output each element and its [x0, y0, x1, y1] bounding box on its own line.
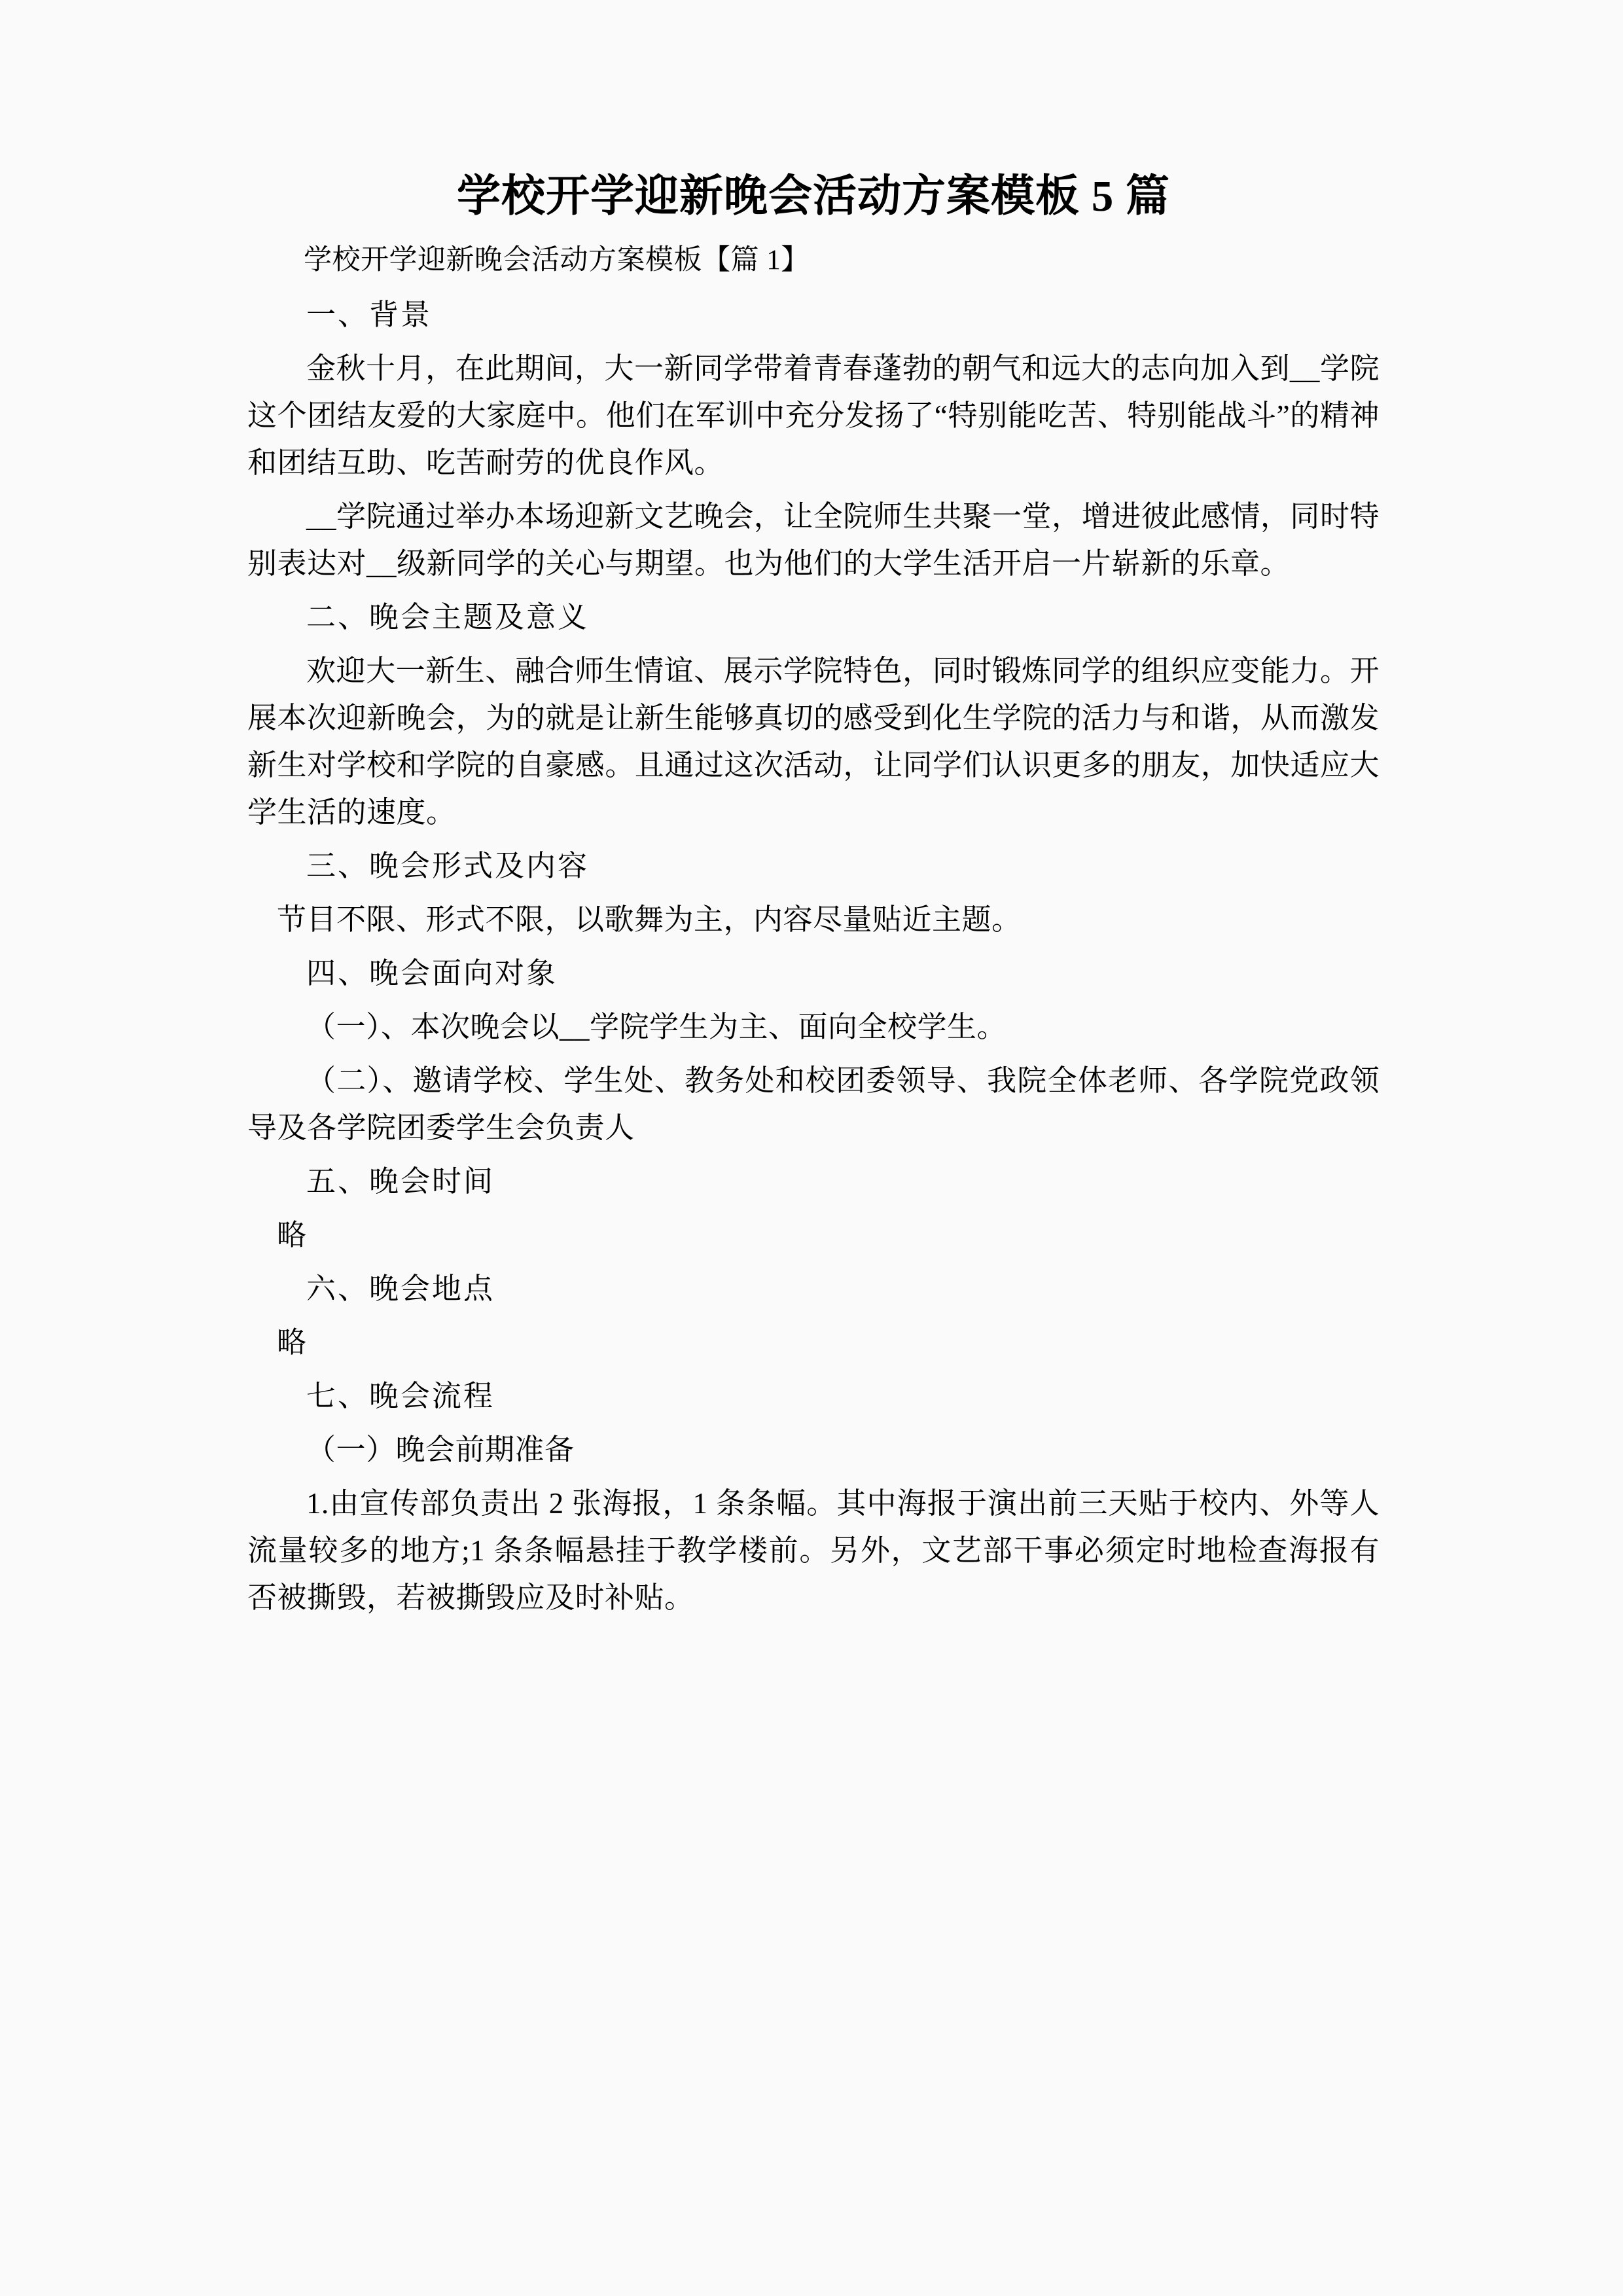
- body-paragraph: 金秋十月，在此期间，大一新同学带着青春蓬勃的朝气和远大的志向加入到__学院这个团结友爱的大家庭中。他们在军训中充分发扬了“特别能吃苦、特别能战斗”的精神和团结互助、吃苦耐劳的优良作风。: [247, 351, 1380, 479]
- body-paragraph: 节目不限、形式不限，以歌舞为主，内容尽量贴近主题。: [277, 903, 1022, 936]
- body-paragraph: （一）、本次晚会以__学院学生为主、面向全校学生。: [306, 1010, 1007, 1043]
- body-paragraph: 欢迎大一新生、融合师生情谊、展示学院特色，同时锻炼同学的组织应变能力。开展本次迎新晚会，为的就是让新生能够真切的感受到化生学院的活力与和谐，从而激发新生对学校和学院的自豪感。且通过这次活动，让同学们认识更多的朋友，加快适应大学生活的速度。: [247, 654, 1380, 829]
- body-paragraph: 略: [277, 1218, 307, 1251]
- document-content: [247, 167, 1380, 1628]
- section-heading: 一、背景: [306, 298, 433, 331]
- section-heading: 七、晚会流程: [306, 1379, 495, 1412]
- body-paragraph: __学院通过举办本场迎新文艺晚会，让全院师生共聚一堂，增进彼此感情，同时特别表达对__级新同学的关心与期望。也为他们的大学生活开启一片崭新的乐章。: [247, 499, 1380, 580]
- section-heading: 三、晚会形式及内容: [306, 849, 590, 882]
- page-title: 学校开学迎新晚会活动方案模板 5 篇: [457, 172, 1170, 221]
- section-heading: 四、晚会面向对象: [306, 956, 558, 990]
- section-heading: 二、晚会主题及意义: [306, 600, 590, 634]
- body-paragraph: 1.由宣传部负责出 2 张海报，1 条条幅。其中海报于演出前三天贴于校内、外等人流量较多的地方;1 条条幅悬挂于教学楼前。另外，文艺部干事必须定时地检查海报有否被撕毁，若被撕毁应及时补贴。: [247, 1486, 1380, 1614]
- section-heading: 六、晚会地点: [306, 1272, 495, 1305]
- body-paragraph: （一）晚会前期准备: [306, 1433, 575, 1466]
- section-heading: 五、晚会时间: [306, 1164, 495, 1198]
- document-body: [247, 291, 1380, 1621]
- body-paragraph: 略: [277, 1325, 307, 1359]
- document-subtitle: 学校开学迎新晚会活动方案模板【篇 1】: [304, 245, 810, 276]
- body-paragraph: （二）、邀请学校、学生处、教务处和校团委领导、我院全体老师、各学院党政领导及各学院团委学生会负责人: [247, 1064, 1380, 1144]
